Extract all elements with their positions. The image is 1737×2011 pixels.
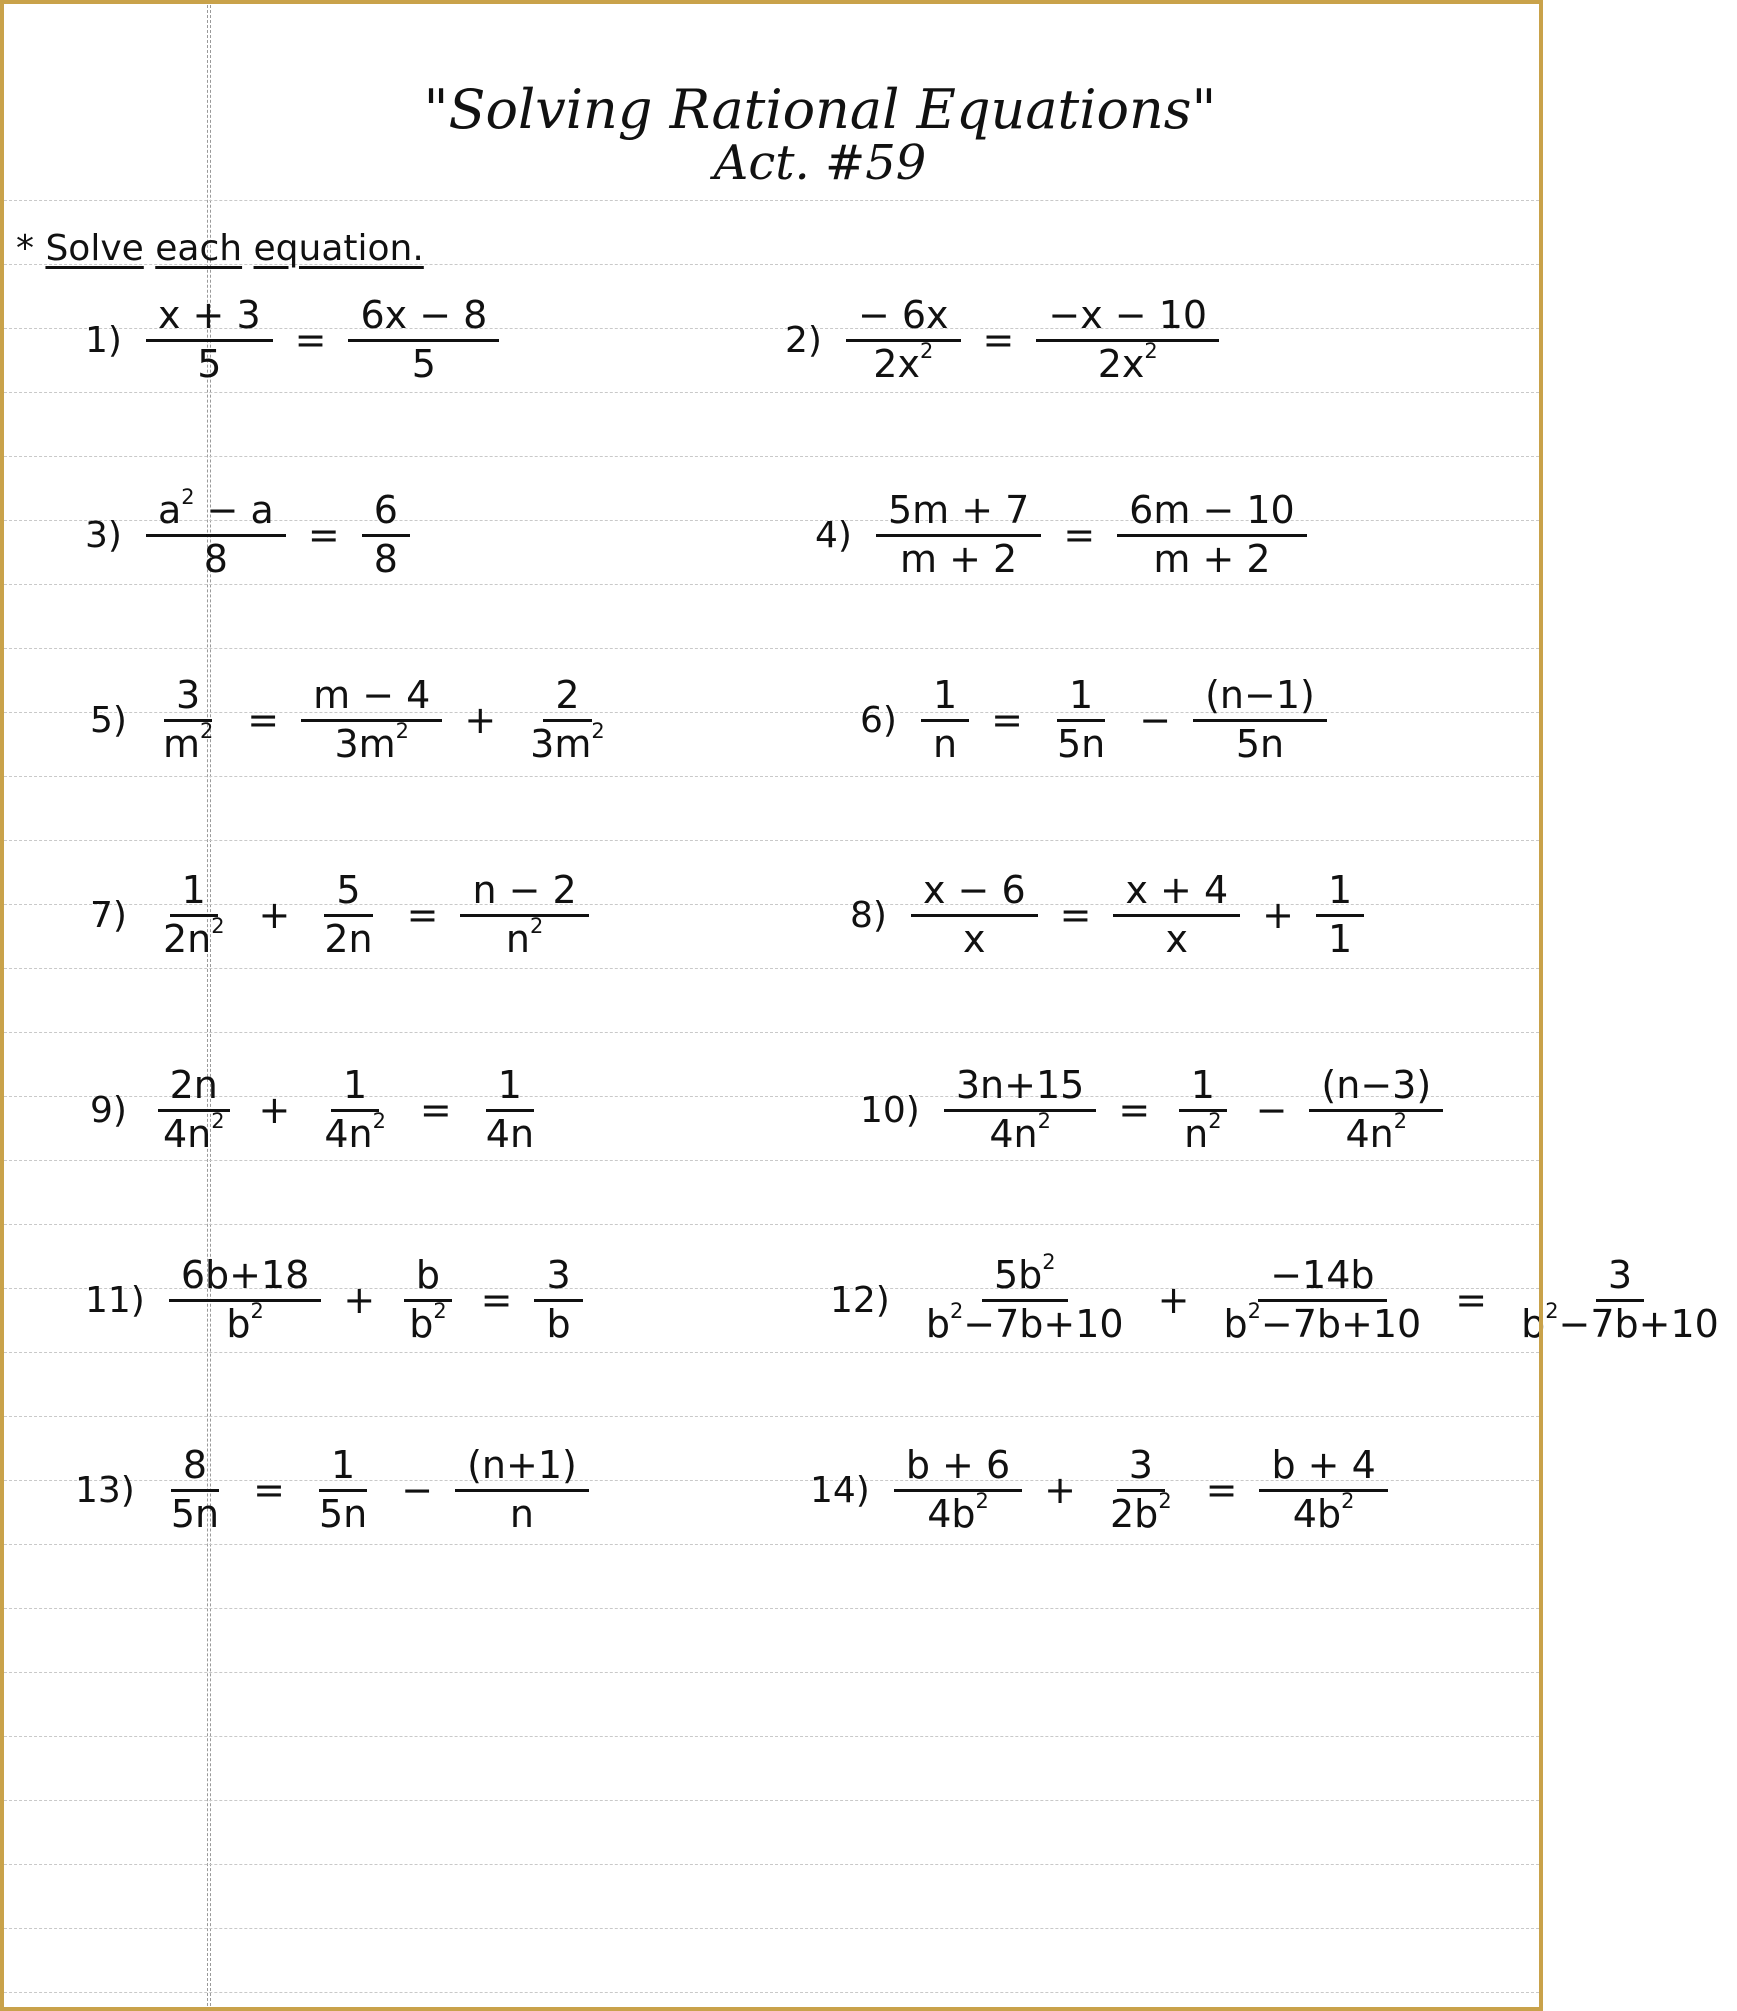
denominator: x	[1165, 916, 1189, 961]
numerator: 6	[362, 490, 410, 537]
problem-number: 3)	[85, 514, 122, 556]
fraction	[846, 295, 961, 386]
numerator: 3	[164, 675, 212, 722]
problem-number: 5)	[90, 699, 127, 741]
numerator: 1	[486, 1065, 534, 1112]
denominator: $b^2-7b+10$	[1223, 1299, 1422, 1346]
ruled-line	[4, 1864, 1539, 1865]
problem-number: 1)	[85, 319, 122, 361]
page-title: "Solving Rational Equations"	[423, 78, 1217, 141]
numerator: 5	[324, 870, 372, 917]
denominator: 5	[411, 341, 436, 386]
ruled-line	[4, 456, 1539, 457]
numerator: −x − 10	[1036, 295, 1219, 342]
numerator: b + 4	[1259, 1445, 1387, 1492]
numerator: 6b+18	[169, 1255, 322, 1302]
numerator: 1	[921, 675, 969, 722]
fraction	[914, 1250, 1136, 1346]
problem-number: 11)	[85, 1279, 145, 1321]
numerator: 3	[1117, 1445, 1165, 1492]
denominator: $2n^2$	[162, 914, 225, 961]
fraction	[944, 1065, 1096, 1156]
operator: +	[1044, 1468, 1076, 1513]
problem-number: 4)	[815, 514, 852, 556]
fraction	[518, 675, 617, 766]
denominator: $4b^2$	[927, 1489, 989, 1536]
denominator: $b^2$	[226, 1299, 264, 1346]
operator: =	[247, 698, 280, 743]
fraction	[534, 1255, 582, 1346]
numerator: (n−3)	[1309, 1065, 1443, 1112]
operator: =	[1059, 893, 1092, 938]
problem-11	[85, 1255, 589, 1346]
operator: −	[1255, 1088, 1288, 1133]
numerator: 1	[1316, 870, 1364, 917]
ruled-line	[4, 584, 1539, 585]
fraction	[1036, 295, 1219, 386]
ruled-line	[4, 1992, 1539, 1993]
operator: =	[1118, 1088, 1151, 1133]
denominator: $3m^2$	[530, 719, 605, 766]
problem-number: 2)	[785, 319, 822, 361]
numerator: −14b	[1258, 1255, 1386, 1302]
operator: =	[991, 698, 1023, 743]
operator: +	[464, 698, 497, 743]
numerator: 1	[331, 1065, 379, 1112]
ruled-line	[4, 1672, 1539, 1673]
problem-number: 12)	[830, 1279, 890, 1321]
denominator: m + 2	[1153, 536, 1271, 581]
denominator: 1	[1327, 916, 1353, 961]
denominator: $4n^2$	[324, 1109, 386, 1156]
numerator: 6x − 8	[348, 295, 499, 342]
fraction	[151, 675, 225, 766]
fraction	[159, 1445, 231, 1536]
fraction	[1045, 675, 1117, 766]
fraction	[146, 485, 286, 581]
numerator: b	[404, 1255, 452, 1302]
operator: =	[982, 318, 1015, 363]
denominator: 5	[197, 341, 222, 386]
fraction	[146, 295, 273, 386]
denominator: $n^2$	[505, 914, 544, 961]
operator: =	[253, 1468, 285, 1513]
operator: +	[258, 1088, 291, 1133]
bullet-mark: *	[16, 228, 34, 269]
ruled-line	[4, 1032, 1539, 1033]
fraction	[455, 1445, 589, 1536]
denominator: m + 2	[900, 536, 1018, 581]
denominator: $4n^2$	[1345, 1109, 1408, 1156]
ruled-line	[4, 392, 1539, 393]
denominator: $3m^2$	[334, 719, 409, 766]
problem-number: 9)	[90, 1089, 127, 1131]
fraction	[460, 870, 588, 961]
ruled-line	[4, 968, 1539, 969]
fraction	[348, 295, 499, 386]
numerator: 6m − 10	[1117, 490, 1307, 537]
problem-6	[860, 675, 1333, 766]
numerator: 1	[319, 1445, 367, 1492]
operator: =	[1205, 1468, 1238, 1513]
ruled-line	[4, 1160, 1539, 1161]
fraction	[169, 1255, 322, 1346]
numerator: 3	[1596, 1255, 1644, 1302]
denominator: $2x^2$	[873, 339, 934, 386]
denominator: 4n	[485, 1111, 535, 1156]
problem-number: 6)	[860, 699, 897, 741]
fraction	[1316, 870, 1364, 961]
denominator: 5n	[170, 1491, 220, 1536]
ruled-line	[4, 1544, 1539, 1545]
numerator: 1	[1179, 1065, 1227, 1112]
problem-13	[75, 1445, 595, 1536]
denominator: b	[546, 1301, 571, 1346]
numerator: x − 6	[911, 870, 1038, 917]
operator: =	[294, 318, 327, 363]
operator: +	[1262, 893, 1294, 938]
ruled-line	[4, 840, 1539, 841]
problem-4	[815, 490, 1313, 581]
denominator: $b^2-7b+10$	[1521, 1299, 1719, 1346]
instruction-word: each	[155, 228, 243, 269]
denominator: 8	[373, 536, 398, 581]
problem-2	[785, 295, 1225, 386]
ruled-line	[4, 200, 1539, 201]
denominator: x	[963, 916, 986, 961]
fraction	[894, 1445, 1022, 1536]
problem-1	[85, 295, 505, 386]
denominator: 5n	[318, 1491, 368, 1536]
ruled-line	[4, 1352, 1539, 1353]
denominator: $b^2$	[409, 1299, 447, 1346]
operator: =	[1455, 1278, 1488, 1323]
fraction	[151, 1065, 237, 1156]
fraction	[911, 870, 1038, 961]
fraction	[1193, 675, 1327, 766]
ruled-line	[4, 1928, 1539, 1929]
ruled-line	[4, 1224, 1539, 1225]
operator: +	[258, 893, 291, 938]
fraction	[1172, 1065, 1233, 1156]
fraction	[1259, 1445, 1387, 1536]
problem-10	[860, 1065, 1449, 1156]
problem-14	[810, 1445, 1394, 1536]
numerator: (n+1)	[455, 1445, 589, 1492]
instruction-word: equation.	[253, 228, 424, 269]
numerator: m − 4	[301, 675, 442, 722]
numerator: $5b^2$	[982, 1255, 1068, 1302]
fraction	[1509, 1255, 1731, 1346]
problem-number: 7)	[90, 894, 127, 936]
ruled-line	[4, 648, 1539, 649]
ruled-line	[4, 1736, 1539, 1737]
problem-7	[90, 870, 595, 961]
denominator: 5n	[1235, 721, 1285, 766]
fraction	[1098, 1445, 1184, 1536]
denominator: $2x^2$	[1097, 339, 1158, 386]
numerator: 2	[543, 675, 591, 722]
numerator: x + 3	[146, 295, 273, 342]
numerator: 3n+15	[944, 1065, 1096, 1112]
operator: −	[401, 1468, 434, 1513]
numerator: n − 2	[460, 870, 588, 917]
problem-3	[85, 485, 416, 581]
denominator: 8	[203, 536, 228, 581]
problem-number: 8)	[850, 894, 887, 936]
operator: =	[480, 1278, 513, 1323]
instruction-word: Solve	[45, 228, 144, 269]
fraction	[1211, 1255, 1433, 1346]
operator: +	[343, 1278, 376, 1323]
numerator: 1	[170, 870, 218, 917]
activity-number: Act. #59	[713, 135, 927, 191]
denominator: $m^2$	[162, 719, 214, 766]
fraction	[876, 490, 1041, 581]
problem-number: 13)	[75, 1469, 135, 1511]
numerator: 8	[171, 1445, 219, 1492]
denominator: $4n^2$	[162, 1109, 225, 1156]
denominator: $2b^2$	[1110, 1489, 1172, 1536]
numerator: b + 6	[894, 1445, 1022, 1492]
denominator: 5n	[1056, 721, 1106, 766]
ruled-line	[4, 1608, 1539, 1609]
fraction	[312, 870, 384, 961]
fraction	[301, 675, 442, 766]
problem-9	[90, 1065, 552, 1156]
numerator: x + 4	[1113, 870, 1240, 917]
fraction	[362, 490, 410, 581]
problem-8	[850, 870, 1370, 961]
operator: +	[1157, 1278, 1190, 1323]
fraction	[921, 675, 969, 766]
denominator: n	[933, 721, 958, 766]
operator: =	[419, 1088, 452, 1133]
fraction	[312, 1065, 398, 1156]
denominator: 2n	[324, 916, 373, 961]
numerator: 1	[1057, 675, 1105, 722]
numerator: 2n	[158, 1065, 230, 1112]
ruled-line	[4, 776, 1539, 777]
numerator: (n−1)	[1193, 675, 1327, 722]
numerator: $a^2 - a$	[146, 490, 286, 537]
denominator: $b^2-7b+10$	[925, 1299, 1124, 1346]
numerator: 3	[534, 1255, 582, 1302]
instruction	[16, 228, 424, 269]
problem-number: 14)	[810, 1469, 870, 1511]
fraction	[474, 1065, 546, 1156]
problem-5	[90, 675, 623, 766]
fraction	[1113, 870, 1240, 961]
fraction	[397, 1255, 458, 1346]
ruled-line	[4, 1800, 1539, 1801]
problem-12	[830, 1250, 1737, 1346]
operator: =	[307, 513, 340, 558]
ruled-line	[4, 1416, 1539, 1417]
denominator: $4n^2$	[989, 1109, 1051, 1156]
fraction	[1117, 490, 1307, 581]
operator: =	[1063, 513, 1096, 558]
problem-number: 10)	[860, 1089, 920, 1131]
fraction	[307, 1445, 379, 1536]
denominator: $4b^2$	[1292, 1489, 1355, 1536]
numerator: − 6x	[846, 295, 961, 342]
fraction	[1309, 1065, 1443, 1156]
numerator: 5m + 7	[876, 490, 1041, 537]
operator: −	[1139, 698, 1172, 743]
operator: =	[406, 893, 439, 938]
fraction	[151, 870, 237, 961]
denominator: n	[509, 1491, 534, 1536]
denominator: $n^2$	[1184, 1109, 1222, 1156]
